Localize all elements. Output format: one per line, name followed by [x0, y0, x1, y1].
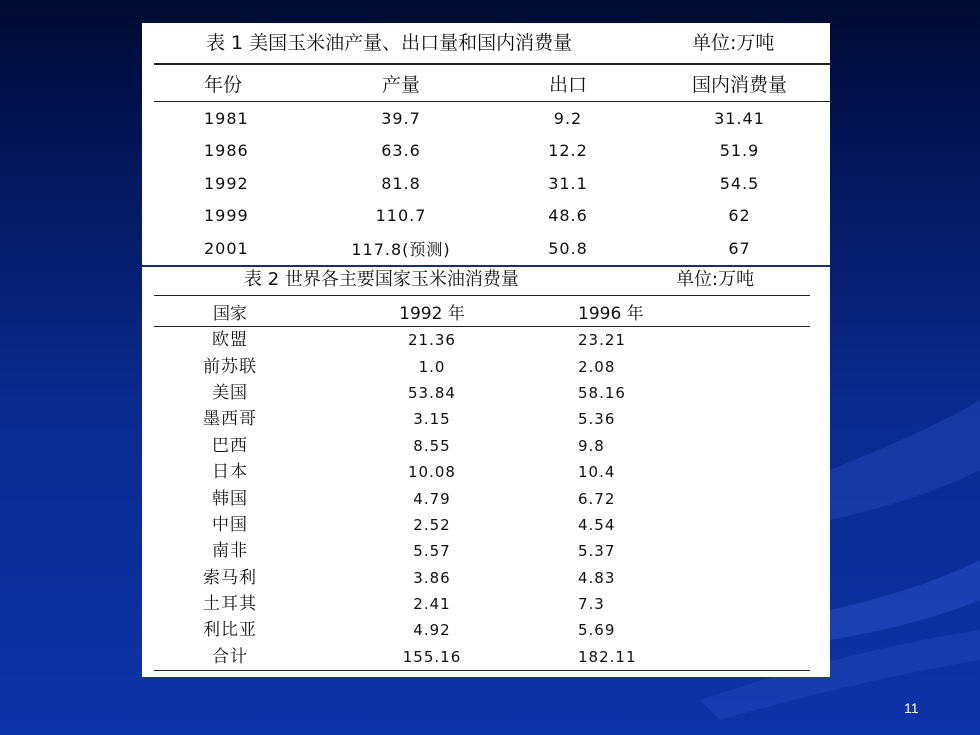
cell-country: 巴西	[212, 435, 248, 456]
cell-consumption: 62	[728, 206, 751, 226]
table2-caption	[154, 265, 810, 295]
table2-header-1992: 1992 年	[306, 296, 558, 327]
cell-export: 31.1	[548, 173, 588, 193]
table2	[154, 265, 810, 671]
cell-1996: 10.4	[578, 463, 616, 482]
table-row	[154, 617, 810, 643]
cell-year: 1986	[204, 141, 249, 161]
table-row	[154, 485, 810, 511]
cell-country: 韩国	[212, 488, 248, 509]
cell-consumption: 51.9	[719, 141, 760, 161]
cell-country: 前苏联	[203, 356, 257, 377]
cell-1992: 4.92	[413, 621, 451, 640]
cell-1996: 58.16	[578, 383, 626, 402]
table1-header-export: 出口	[487, 64, 649, 102]
table-row	[154, 433, 810, 459]
table1-header-row	[154, 64, 830, 102]
cell-1992: 3.86	[413, 568, 451, 587]
page-number: 11	[904, 700, 919, 716]
cell-1992: 2.52	[413, 515, 451, 534]
cell-year: 1999	[204, 206, 249, 226]
cell-1996: 5.69	[578, 621, 616, 640]
cell-1992: 53.84	[408, 383, 456, 402]
cell-1992: 2.41	[413, 595, 451, 614]
table2-header-row	[154, 296, 810, 327]
cell-1992: 155.16	[306, 644, 558, 671]
cell-country: 土耳其	[203, 594, 257, 615]
table-row	[154, 644, 810, 671]
cell-year: 1992	[204, 173, 249, 193]
table1-unit: 单位:万吨	[692, 32, 775, 54]
table1-header-production: 产量	[315, 64, 487, 102]
table2-unit: 单位:万吨	[676, 269, 755, 290]
cell-country: 南非	[212, 541, 248, 562]
table-row	[154, 232, 830, 265]
cell-1996: 23.21	[578, 331, 626, 350]
table-row	[154, 135, 830, 168]
table-row	[154, 102, 830, 135]
cell-1992: 21.36	[408, 331, 456, 350]
table-row	[154, 353, 810, 379]
table1-grid	[154, 63, 830, 266]
table-row	[154, 512, 810, 538]
table2-grid	[154, 295, 810, 671]
cell-consumption: 54.5	[719, 173, 760, 193]
cell-export: 12.2	[548, 141, 588, 161]
cell-production: 63.6	[381, 141, 421, 161]
cell-export: 48.6	[548, 206, 588, 226]
cell-1992: 3.15	[413, 410, 451, 429]
cell-1996: 2.08	[578, 357, 616, 376]
cell-1996: 7.3	[578, 595, 605, 614]
cell-1996: 9.8	[578, 436, 605, 455]
cell-1992: 1.0	[418, 357, 446, 376]
cell-1996: 5.36	[578, 410, 616, 429]
table-row	[154, 459, 810, 485]
table1-header-year: 年份	[154, 64, 315, 102]
cell-production: 39.7	[381, 108, 421, 128]
cell-1992: 5.57	[413, 542, 451, 561]
cell-country: 日本	[212, 462, 248, 483]
table-row	[154, 565, 810, 591]
cell-country: 墨西哥	[203, 409, 257, 430]
table2-title: 表 2 世界各主要国家玉米油消费量	[244, 269, 519, 290]
cell-production: 117.8(预测)	[315, 232, 487, 265]
table1-header-consumption: 国内消费量	[649, 64, 830, 102]
cell-export: 9.2	[553, 108, 583, 128]
table1	[154, 27, 830, 259]
cell-country: 索马利	[203, 567, 257, 588]
cell-export: 50.8	[487, 232, 649, 265]
divider-line	[142, 265, 830, 267]
cell-year: 2001	[154, 232, 315, 265]
table2-header-1996: 1996 年	[558, 296, 810, 327]
cell-production: 81.8	[381, 173, 421, 193]
cell-country: 美国	[212, 382, 248, 403]
table1-caption	[154, 27, 830, 59]
cell-1996: 4.83	[578, 568, 616, 587]
cell-1992: 10.08	[408, 463, 456, 482]
table-row	[154, 200, 830, 233]
cell-country: 利比亚	[203, 620, 257, 641]
cell-1996: 4.54	[578, 515, 616, 534]
table2-header-country: 国家	[154, 296, 306, 327]
cell-1996: 182.11	[558, 644, 810, 671]
cell-year: 1981	[204, 108, 249, 128]
cell-production: 110.7	[375, 206, 427, 226]
cell-1996: 6.72	[578, 489, 616, 508]
table-row	[154, 538, 810, 564]
table-row	[154, 591, 810, 617]
cell-country: 合计	[154, 644, 306, 671]
table-row	[154, 380, 810, 406]
cell-country: 欧盟	[212, 330, 248, 351]
cell-consumption: 31.41	[714, 108, 765, 128]
table-row	[154, 406, 810, 432]
cell-1992: 8.55	[413, 436, 451, 455]
table-row	[154, 327, 810, 354]
cell-1996: 5.37	[578, 542, 616, 561]
cell-consumption: 67	[649, 232, 830, 265]
tables-panel	[142, 23, 830, 677]
table1-title: 表 1 美国玉米油产量、出口量和国内消费量	[206, 32, 573, 54]
cell-1992: 4.79	[413, 489, 451, 508]
table-row	[154, 167, 830, 200]
cell-country: 中国	[212, 514, 248, 535]
